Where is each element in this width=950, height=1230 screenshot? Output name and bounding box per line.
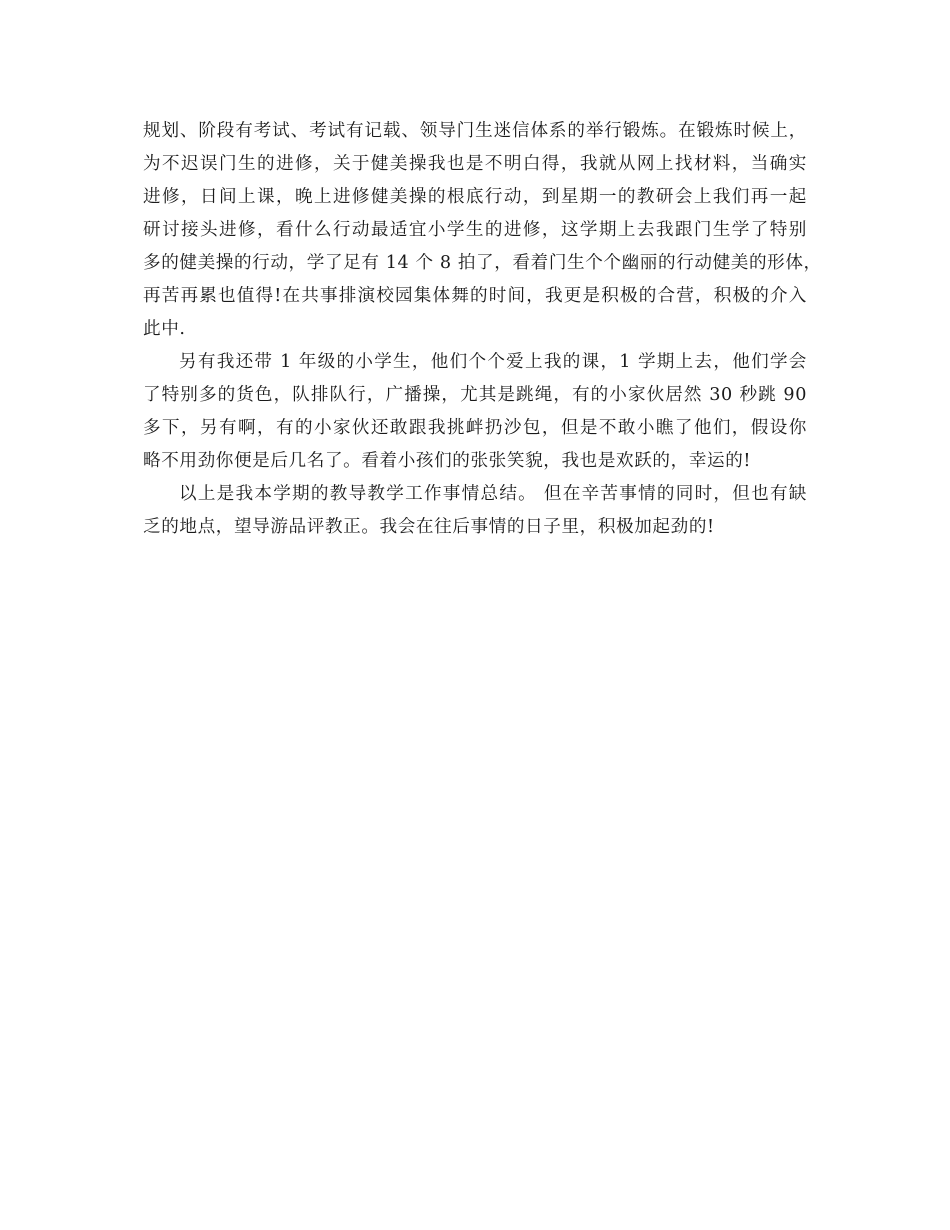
text-line: 以上是我本学期的教导教学工作事情总结。 但在辛苦事情的同时，但也有缺 xyxy=(179,484,807,504)
text-line: 另有我还带 1 年级的小学生，他们个个爱上我的课，1 学期上去，他们学会 xyxy=(179,352,807,372)
text-line: 进修，日间上课，晚上进修健美操的根底行动，到星期一的教研会上我们再一起 xyxy=(143,187,807,207)
text-line: 多的健美操的行动，学了足有 14 个 8 拍了，看着门生个个幽丽的行动健美的形体， xyxy=(143,253,822,273)
text-line: 规划、阶段有考试、考试有记载、领导门生迷信体系的举行锻炼。在锻炼时候上， xyxy=(143,121,807,141)
paragraph-3 xyxy=(143,478,807,544)
text-line: 多下，另有啊，有的小家伙还敢跟我挑衅扔沙包，但是不敢小瞧了他们，假设你 xyxy=(143,418,807,438)
paragraph-2 xyxy=(143,346,807,478)
text-line: 此中. xyxy=(143,319,186,339)
text-line: 为不迟误门生的进修，关于健美操我也是不明白得，我就从网上找材料，当确实 xyxy=(143,154,807,174)
paragraph-1 xyxy=(143,115,822,346)
text-line: 研讨接头进修，看什么行动最适宜小学生的进修，这学期上去我跟门生学了特别 xyxy=(143,220,807,240)
text-line: 乏的地点，望导游品评教正。我会在往后事情的日子里，积极加起劲的! xyxy=(143,517,715,537)
document-body xyxy=(143,115,822,544)
text-line: 再苦再累也值得!在共事排演校园集体舞的时间，我更是积极的合营，积极的介入 xyxy=(143,286,807,306)
text-line: 了特别多的货色，队排队行，广播操，尤其是跳绳，有的小家伙居然 30 秒跳 90 xyxy=(143,385,807,405)
text-line: 略不用劲你便是后几名了。看着小孩们的张张笑貌，我也是欢跃的，幸运的! xyxy=(143,451,752,471)
